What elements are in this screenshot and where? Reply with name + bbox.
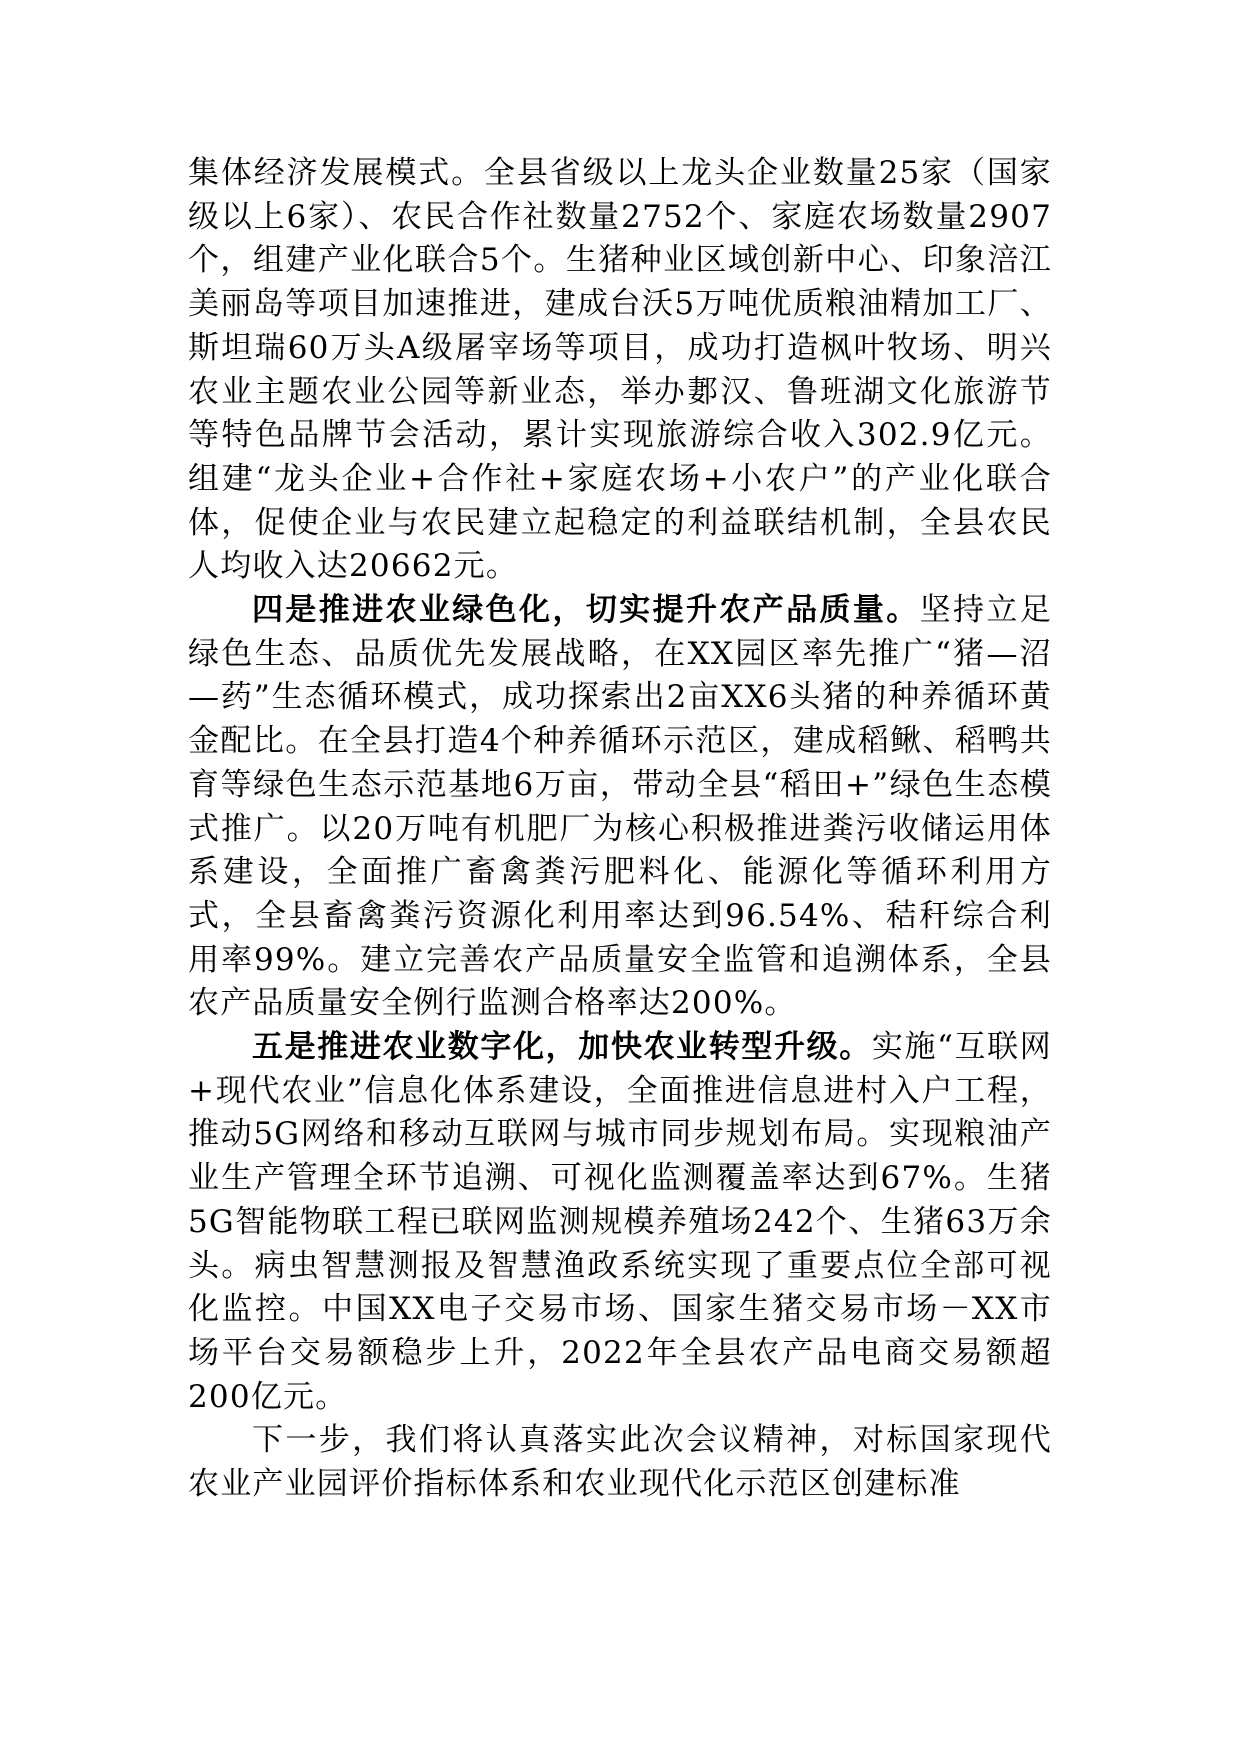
body-text	[188, 152, 1052, 1507]
paragraph-next-steps	[188, 1419, 1052, 1506]
paragraph-heading: 四是推进农业绿色化，切实提升农产品质量。	[252, 592, 920, 629]
paragraph-text: 下一步，我们将认真落实此次会议精神，对标国家现代农业产业园评价指标体系和农业现代化示范区创建标准	[188, 1422, 1052, 1503]
paragraph-continuation	[188, 152, 1052, 589]
paragraph-text: 实施“互联网+现代农业”信息化体系建设，全面推进信息进村入户工程，推动5G网络和移动互联网与城市同步规划布局。实现粮油产业生产管理全环节追溯、可视化监测覆盖率达到67%。生猪5G智能物联工程已联网监测规模养殖场242个、生猪63万余头。病虫智慧测报及智慧渔政系统实现了重要点位全部可视化监控。中国XX电子交易市场、国家生猪交易市场－XX市场平台交易额稳步上升，2022年全县农产品电商交易额超200亿元。	[188, 1029, 1052, 1415]
paragraph-text: 坚持立足绿色生态、品质优先发展战略，在XX园区率先推广“猪—沼—药”生态循环模式，成功探索出2亩XX6头猪的种养循环黄金配比。在全县打造4个种养循环示范区，建成稻鳅、稻鸭共育等绿色生态示范基地6万亩，带动全县“稻田+”绿色生态模式推广。以20万吨有机肥厂为核心积极推进粪污收储运用体系建设，全面推广畜禽粪污肥料化、能源化等循环利用方式，全县畜禽粪污资源化利用率达到96.54%、秸秆综合利用率99%。建立完善农产品质量安全监管和追溯体系，全县农产品质量安全例行监测合格率达200%。	[188, 592, 1052, 1022]
paragraph-heading: 五是推进农业数字化，加快农业转型升级。	[252, 1029, 872, 1066]
paragraph-text: 集体经济发展模式。全县省级以上龙头企业数量25家（国家级以上6家）、农民合作社数量2752个、家庭农场数量2907个，组建产业化联合5个。生猪种业区域创新中心、印象涪江美丽岛等项目加速推进，建成台沃5万吨优质粮油精加工厂、斯坦瑞60万头A级屠宰场等项目，成功打造枫叶牧场、明兴农业主题农业公园等新业态，举办郪汉、鲁班湖文化旅游节等特色品牌节会活动，累计实现旅游综合收入302.9亿元。组建“龙头企业+合作社+家庭农场+小农户”的产业化联合体，促使企业与农民建立起稳定的利益联结机制，全县农民人均收入达20662元。	[188, 155, 1052, 585]
paragraph-digital-agriculture	[188, 1026, 1052, 1419]
paragraph-green-agriculture	[188, 589, 1052, 1026]
